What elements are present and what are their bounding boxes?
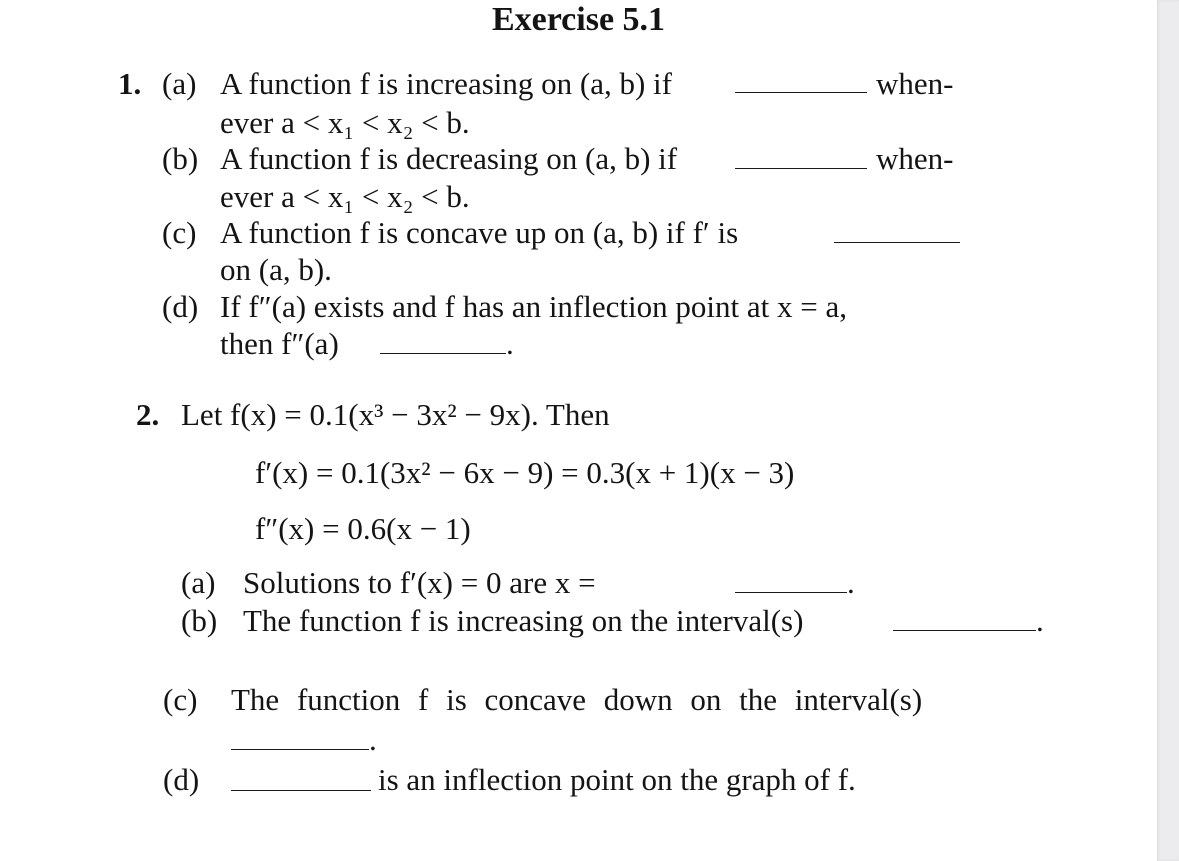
q2c-answer-blank[interactable] bbox=[231, 749, 369, 750]
q1c-text: A function f is concave up on (a, b) if f′ is bbox=[220, 215, 739, 250]
q1b-text: A function f is decreasing on (a, b) if bbox=[220, 141, 678, 176]
q2a-text: Solutions to f′(x) = 0 are x = bbox=[243, 565, 596, 600]
q1c-label: (c) bbox=[162, 215, 197, 250]
q1a-text-cont: ever a < x₁ < x₂ < b. bbox=[220, 105, 470, 140]
q1c-answer-blank[interactable] bbox=[834, 242, 960, 243]
q2d-answer-blank[interactable] bbox=[231, 790, 371, 791]
q2b-text: The function f is increasing on the interval(s) bbox=[243, 603, 804, 638]
q1d-period: . bbox=[506, 326, 514, 361]
q2d-text: is an inflection point on the graph of f. bbox=[378, 762, 856, 797]
q1b-label: (b) bbox=[162, 141, 199, 176]
question-2-number: 2. bbox=[136, 397, 160, 432]
q2c-period: . bbox=[369, 722, 377, 757]
q1d-text: If f″(a) exists and f has an inflection point at x = a, bbox=[220, 289, 847, 324]
q1d-label: (d) bbox=[162, 289, 199, 324]
q1a-tail: when- bbox=[876, 66, 954, 101]
q1b-text-cont: ever a < x₁ < x₂ < b. bbox=[220, 179, 470, 214]
q1a-text: A function f is increasing on (a, b) if bbox=[220, 66, 672, 101]
q1b-answer-blank[interactable] bbox=[735, 168, 867, 169]
q2d-label: (d) bbox=[163, 762, 200, 797]
page-title: Exercise 5.1 bbox=[491, 1, 666, 38]
q2a-answer-blank[interactable] bbox=[735, 592, 847, 593]
q2a-label: (a) bbox=[181, 565, 216, 600]
q1a-label: (a) bbox=[162, 66, 197, 101]
page-edge-shadow bbox=[1157, 0, 1179, 861]
q2c-label: (c) bbox=[163, 682, 198, 717]
q1d-text-cont: then f″(a) bbox=[220, 326, 339, 361]
q1d-answer-blank[interactable] bbox=[380, 353, 506, 354]
q2b-answer-blank[interactable] bbox=[893, 630, 1036, 631]
question-1-number: 1. bbox=[118, 66, 142, 101]
q2a-period: . bbox=[847, 565, 855, 600]
q2-first-derivative: f′(x) = 0.1(3x² − 6x − 9) = 0.3(x + 1)(x − 3) bbox=[255, 455, 795, 490]
q2-second-derivative: f″(x) = 0.6(x − 1) bbox=[255, 511, 471, 546]
q2-intro: Let f(x) = 0.1(x³ − 3x² − 9x). Then bbox=[181, 397, 610, 432]
q1c-text-cont: on (a, b). bbox=[220, 252, 332, 287]
q2b-period: . bbox=[1036, 603, 1044, 638]
q1b-tail: when- bbox=[876, 141, 954, 176]
q2c-text: The function f is concave down on the interval(s) bbox=[231, 682, 923, 717]
q2b-label: (b) bbox=[181, 603, 218, 638]
q1a-answer-blank[interactable] bbox=[735, 92, 867, 93]
